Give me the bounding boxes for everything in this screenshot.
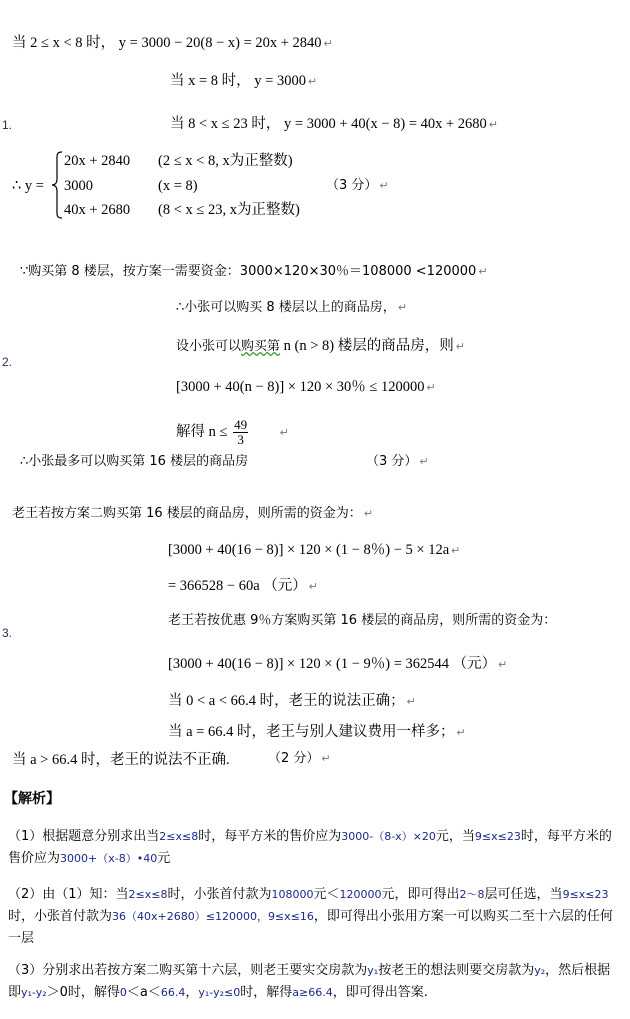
text-run: ＜a＜ — [126, 985, 161, 1000]
p3-line1-text: 老王若按方案二购买第 16 楼层的商品房，则所需的资金为： — [12, 506, 362, 521]
text-run: ，即可得出答案. — [332, 985, 428, 1000]
paragraph-mark-icon: ↵ — [456, 727, 466, 739]
case1-cond: (2 ≤ x < 8, x为正整数) — [158, 153, 293, 169]
section-number-1: 1. — [2, 118, 13, 132]
formula-run: 2≤x≤8 — [128, 888, 168, 901]
p3-line3-text: = 366528 − 60a （元） — [168, 578, 307, 594]
formula-run: 9≤x≤23 — [474, 830, 521, 843]
formula-run: 2≤x≤8 — [159, 830, 199, 843]
p2-line1-text: ∵购买第 8 楼层，按方案一需要资金：3000×120×30％＝108000 <120000 — [20, 264, 477, 279]
text-run: 时，每平方米的售价应为 — [8, 829, 612, 866]
p2-line6-text: ∴小张最多可以购买第 16 楼层的商品房 — [20, 454, 249, 469]
analysis-paragraph-1 — [8, 826, 623, 870]
case1-expr: 20x + 2840 — [64, 153, 131, 169]
p2-score — [366, 454, 429, 470]
paragraph-mark-icon: ↵ — [397, 301, 408, 314]
text-run: 时，解得 — [240, 985, 293, 1000]
p2-line3 — [176, 337, 465, 355]
p1-line2-text: 当 x = 8 时， y = 3000 — [170, 73, 306, 89]
text-run: 元，当 — [435, 829, 475, 844]
left-brace-icon — [51, 151, 63, 219]
paragraph-mark-icon: ↵ — [279, 426, 289, 439]
formula-run: 2～8 — [459, 888, 485, 901]
text-run: （2）由（1）知：当 — [8, 887, 129, 902]
score-text: （2 分） — [268, 751, 320, 766]
spellcheck-underlined-text: 购买第 — [241, 339, 281, 354]
p3-line8-text: 当 a > 66.4 时，老王的说法不正确. — [12, 752, 230, 768]
formula-run: 36（40x+2680）≤120000，9≤x≤16 — [112, 910, 314, 923]
text-run: 元＜ — [313, 887, 340, 902]
p2-line4-text: [3000 + 40(n − 8)] × 120 × 30％ ≤ 120000 — [176, 379, 425, 395]
p3-score — [268, 751, 331, 767]
text-run: 时，小张首付款为 — [8, 909, 113, 924]
case2-expr: 3000 — [64, 178, 93, 194]
formula-run: 120000 — [339, 888, 382, 901]
p1-line2 — [170, 72, 317, 91]
p3-line7-text: 当 a = 66.4 时，老王与别人建议费用一样多； — [168, 724, 455, 740]
formula-run: y₂ — [534, 964, 546, 977]
case3-expr: 40x + 2680 — [64, 202, 131, 218]
p1-line1 — [12, 34, 333, 53]
paragraph-mark-icon: ↵ — [451, 545, 461, 557]
formula-run: 3000-（8-x）×20 — [341, 830, 436, 843]
p3-line4-text: 老王若按优惠 9％方案购买第 16 楼层的商品房，则所需的资金为： — [168, 613, 557, 628]
score-text: （3 分） — [366, 454, 418, 469]
p1-line3-text: 当 8 < x ≤ 23 时， y = 3000 + 40(x − 8) = 40x + 2680 — [170, 116, 487, 132]
paragraph-mark-icon: ↵ — [406, 696, 416, 708]
p1-line1-text: 当 2 ≤ x < 8 时， y = 3000 − 20(8 − x) = 20x + 2840 — [12, 35, 322, 51]
score-text: （3 分） — [326, 178, 378, 193]
paragraph-mark-icon: ↵ — [379, 179, 389, 192]
p2-line2-text: ∴小张可以购买 8 楼层以上的商品房， — [176, 300, 396, 315]
p3-line3 — [168, 577, 318, 596]
p2-line5-text: 解得 n ≤ — [176, 423, 228, 440]
formula-run: 3000+（x-8）•40 — [60, 852, 158, 865]
text-run: （3）分别求出若按方案二购买第十六层，则老王要实交房款为 — [8, 963, 368, 978]
paragraph-mark-icon: ↵ — [307, 76, 318, 88]
text-run: ＞0时，解得 — [46, 985, 120, 1000]
p2-line3-text-a: 设小张可以 — [176, 339, 242, 354]
p3-line1 — [12, 506, 373, 522]
case2-score — [326, 178, 389, 194]
fraction-denominator: 3 — [237, 432, 244, 447]
p3-line2-text: [3000 + 40(16 − 8)] × 120 × (1 − 8％) − 5 × 12a — [168, 542, 450, 558]
formula-run: y₁ — [367, 964, 379, 977]
formula-run: 66.4 — [160, 986, 186, 999]
paragraph-mark-icon: ↵ — [321, 752, 331, 765]
text-run: ， — [185, 985, 199, 1000]
p2-line4 — [176, 378, 436, 397]
formula-run: 9≤x≤23 — [562, 888, 609, 901]
paragraph-mark-icon: ↵ — [488, 119, 499, 131]
analysis-paragraph-2 — [8, 884, 623, 950]
p3-line2 — [168, 541, 460, 560]
p3-line6 — [168, 692, 416, 711]
formula-run: a≥66.4 — [292, 986, 333, 999]
section-number-3: 3. — [2, 626, 13, 640]
text-run: 按老王的想法则要交房款为 — [378, 963, 535, 978]
text-run: 时，每平方米的售价应为 — [198, 829, 342, 844]
p2-line2 — [176, 300, 407, 316]
case2-cond: (x = 8) — [158, 178, 198, 194]
p1-line3 — [170, 115, 498, 134]
p2-line5 — [176, 418, 289, 447]
text-run: ，即可得出小张用方案一可以购买二至十六层的任何一层 — [8, 909, 613, 946]
p3-line6-text: 当 0 < a < 66.4 时，老王的说法正确； — [168, 693, 405, 709]
formula-run: 0 — [119, 986, 127, 999]
p2-line6 — [20, 454, 248, 470]
fraction-numerator: 49 — [234, 417, 248, 432]
text-run: 元，即可得出 — [381, 887, 460, 902]
text-run: 层可任选，当 — [484, 887, 563, 902]
p3-line8 — [12, 751, 230, 769]
fraction — [233, 418, 248, 447]
paragraph-mark-icon: ↵ — [498, 659, 508, 671]
p2-line3-text-c: n (n > 8) 楼层的商品房，则 — [280, 338, 454, 354]
p3-line5 — [168, 655, 507, 674]
formula-run: y₁-y₂ — [21, 986, 47, 999]
paragraph-mark-icon: ↵ — [478, 265, 488, 278]
paragraph-mark-icon: ↵ — [419, 455, 429, 468]
text-run: （1）根据题意分别求出当 — [8, 829, 160, 844]
section-number-2: 2. — [2, 355, 13, 369]
text-run: ，然后根据即 — [8, 963, 611, 1000]
paragraph-mark-icon: ↵ — [426, 382, 436, 394]
analysis-header: 【解析】 — [4, 791, 60, 807]
paragraph-mark-icon: ↵ — [455, 340, 465, 353]
paragraph-mark-icon: ↵ — [323, 38, 333, 50]
p2-line1 — [20, 264, 488, 280]
p3-line7 — [168, 723, 466, 742]
text-run: 时，小张首付款为 — [167, 887, 272, 902]
p3-line4 — [168, 613, 556, 629]
paragraph-mark-icon: ↵ — [363, 507, 374, 520]
case3-cond: (8 < x ≤ 23, x为正整数) — [158, 202, 300, 218]
paragraph-mark-icon: ↵ — [308, 581, 319, 593]
analysis-paragraph-3 — [8, 960, 623, 1004]
p3-line5-text: [3000 + 40(16 − 8)] × 120 × (1 − 9％) = 362544 （元） — [168, 656, 497, 672]
therefore-y: ∴ y = — [12, 178, 44, 194]
text-run: 元 — [157, 851, 171, 866]
formula-run: 108000 — [271, 888, 314, 901]
formula-run: y₁-y₂≤0 — [198, 986, 241, 999]
